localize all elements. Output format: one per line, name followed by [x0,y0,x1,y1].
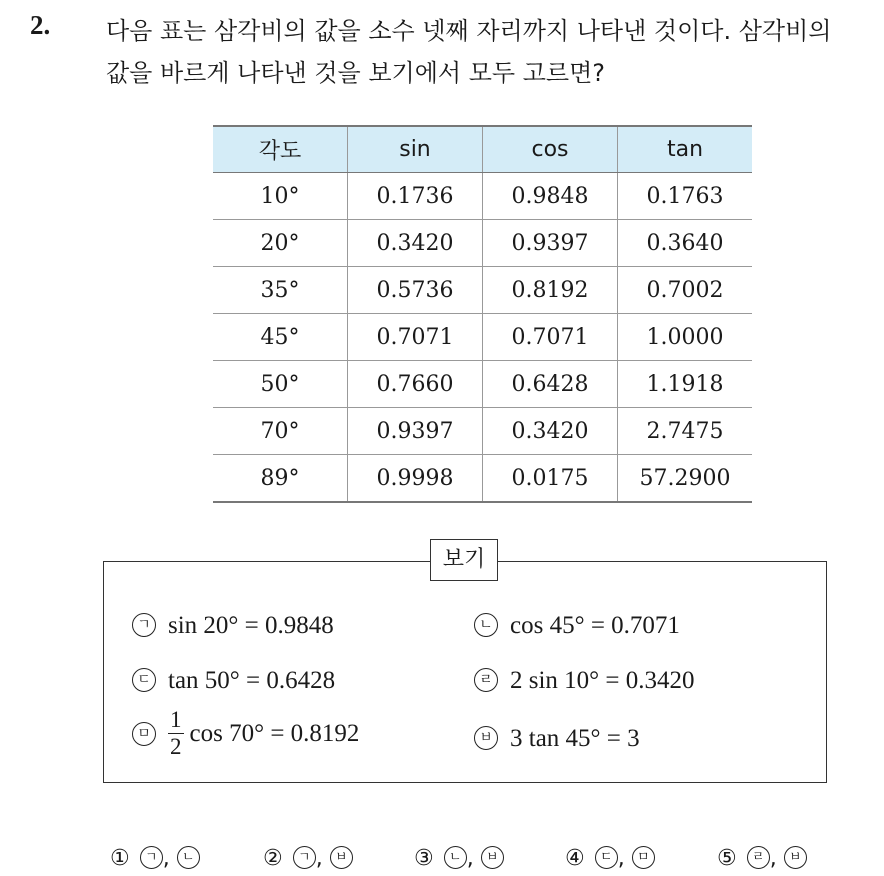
cell-cos: 0.7071 [483,314,618,361]
fraction [168,707,184,760]
cell-sin: 0.9397 [348,408,483,455]
choice-mark-a: ㄴ [444,846,467,869]
item-text: cos 70° = 0.8192 [189,720,360,748]
table-row [213,267,752,314]
header-tan: tan [618,126,753,173]
choice-4[interactable]: ④ ㄷ , ㅁ [565,846,655,871]
cell-cos: 0.6428 [483,361,618,408]
bogi-item-giyeok [132,612,334,640]
cell-cos: 0.3420 [483,408,618,455]
choice-5[interactable]: ⑤ ㄹ , ㅂ [717,846,807,871]
choice-mark-a: ㄱ [293,846,316,869]
cell-tan: 0.3640 [618,220,753,267]
choice-1[interactable]: ① ㄱ , ㄴ [110,846,200,871]
bogi-item-nieun [474,612,680,640]
table-header-row [213,126,752,173]
item-text: sin 20° = 0.9848 [168,612,334,639]
cell-cos: 0.0175 [483,455,618,503]
bogi-item-mieum [132,709,359,762]
cell-angle: 50° [213,361,348,408]
item-text: tan 50° = 0.6428 [168,667,336,694]
cell-sin: 0.1736 [348,173,483,220]
header-sin: sin [348,126,483,173]
cell-angle: 35° [213,267,348,314]
bogi-title: 보기 [430,539,498,581]
table-row [213,314,752,361]
item-mark: ㄹ [474,668,498,692]
item-mark: ㅁ [132,722,156,746]
choice-number: ① [110,846,130,871]
bogi-item-bieup [474,725,640,753]
cell-tan: 0.1763 [618,173,753,220]
cell-tan: 0.7002 [618,267,753,314]
cell-cos: 0.8192 [483,267,618,314]
header-cos: cos [483,126,618,173]
question-line-1: 다음 표는 삼각비의 값을 소수 넷째 자리까지 나타낸 것이다. 삼각비의 [106,17,832,45]
item-mark: ㄱ [132,613,156,637]
item-mark: ㄴ [474,613,498,637]
item-text: 3 tan 45° = 3 [510,725,640,752]
trig-table [213,125,752,503]
bogi-item-digeut [132,667,335,695]
cell-sin: 0.7660 [348,361,483,408]
cell-sin: 0.5736 [348,267,483,314]
choice-number: ④ [565,846,585,871]
choice-mark-b: ㅂ [481,846,504,869]
cell-sin: 0.9998 [348,455,483,503]
choice-mark-a: ㄹ [747,846,770,869]
cell-tan: 57.2900 [618,455,753,503]
question-text [106,10,876,94]
cell-cos: 0.9397 [483,220,618,267]
cell-sin: 0.7071 [348,314,483,361]
cell-tan: 1.1918 [618,361,753,408]
cell-cos: 0.9848 [483,173,618,220]
table-row [213,361,752,408]
choice-mark-b: ㄴ [177,846,200,869]
cell-angle: 45° [213,314,348,361]
cell-tan: 1.0000 [618,314,753,361]
choice-3[interactable]: ③ ㄴ , ㅂ [414,846,504,871]
table-row [213,220,752,267]
table-row [213,408,752,455]
item-text: cos 45° = 0.7071 [510,612,680,639]
cell-tan: 2.7475 [618,408,753,455]
cell-angle: 10° [213,173,348,220]
header-angle: 각도 [213,126,348,173]
question-line-2: 값을 바르게 나타낸 것을 보기에서 모두 고르면? [106,59,606,87]
choice-mark-b: ㅂ [784,846,807,869]
choice-mark-b: ㅂ [330,846,353,869]
choice-mark-a: ㄷ [595,846,618,869]
cell-angle: 89° [213,455,348,503]
choice-number: ③ [414,846,434,871]
bogi-item-rieul [474,667,695,695]
choice-2[interactable]: ② ㄱ , ㅂ [263,846,353,871]
choice-number: ② [263,846,283,871]
table-row [213,455,752,503]
choice-number: ⑤ [717,846,737,871]
cell-sin: 0.3420 [348,220,483,267]
item-mark: ㄷ [132,668,156,692]
fraction-denominator: 2 [170,734,182,759]
cell-angle: 20° [213,220,348,267]
choice-mark-b: ㅁ [632,846,655,869]
cell-angle: 70° [213,408,348,455]
item-text: 2 sin 10° = 0.3420 [510,667,695,694]
question-number: 2. [30,10,51,40]
fraction-numerator: 1 [170,707,182,732]
table-row [213,173,752,220]
item-mark: ㅂ [474,726,498,750]
choice-mark-a: ㄱ [140,846,163,869]
